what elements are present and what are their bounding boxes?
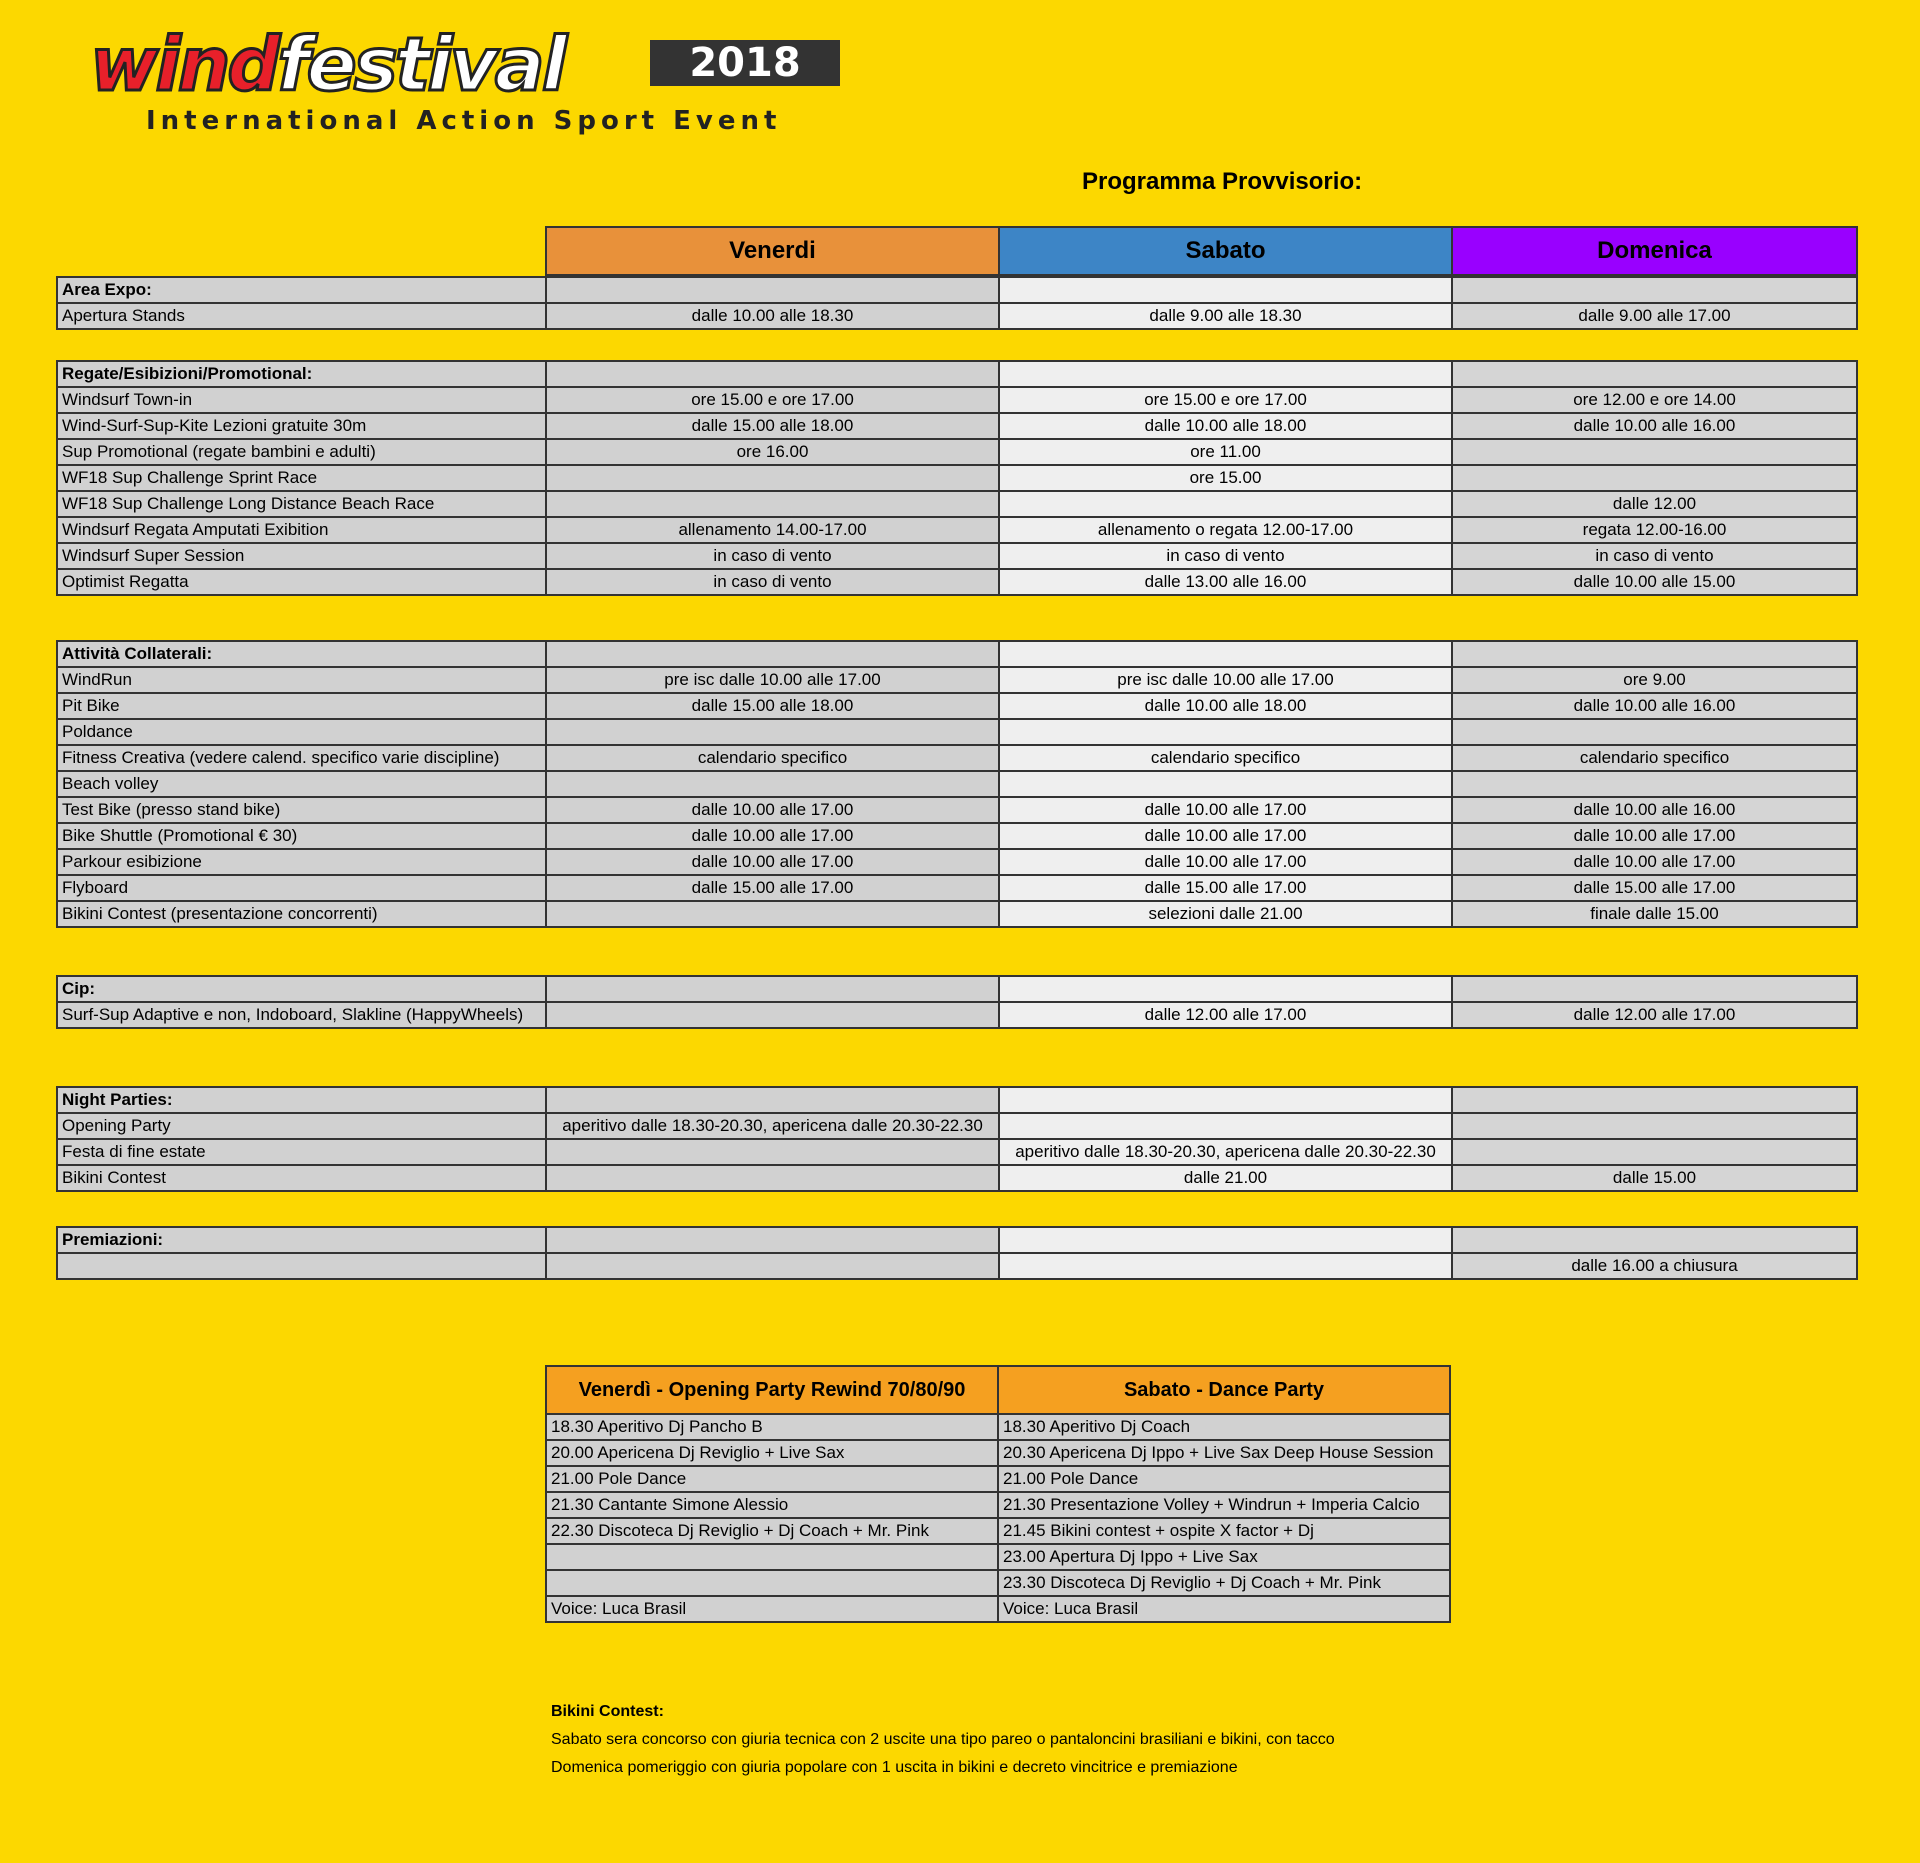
table-row: [57, 1113, 1857, 1139]
section-header-row: [57, 1227, 1857, 1253]
table-row: [57, 823, 1857, 849]
logo-wordmark: [90, 22, 565, 108]
activity-name: Beach volley: [57, 771, 546, 797]
time-cell: [1452, 465, 1857, 491]
time-cell: ore 16.00: [546, 439, 999, 465]
party-item: 21.30 Presentazione Volley + Windrun + Imperia Calcio: [998, 1492, 1450, 1518]
activity-name: Windsurf Regata Amputati Exibition: [57, 517, 546, 543]
section-title: Night Parties:: [57, 1087, 546, 1113]
section-header-row: [57, 361, 1857, 387]
time-cell: ore 15.00: [999, 465, 1452, 491]
section-title: Area Expo:: [57, 277, 546, 303]
activity-name: Windsurf Super Session: [57, 543, 546, 569]
table-row: [57, 413, 1857, 439]
party-row: [546, 1544, 1450, 1570]
party-item: [546, 1570, 998, 1596]
section-header-row: [57, 277, 1857, 303]
time-cell: allenamento o regata 12.00-17.00: [999, 517, 1452, 543]
time-cell: [1452, 771, 1857, 797]
activity-name: Festa di fine estate: [57, 1139, 546, 1165]
section-title: Premiazioni:: [57, 1227, 546, 1253]
time-cell: dalle 10.00 alle 17.00: [1452, 849, 1857, 875]
activity-name: Surf-Sup Adaptive e non, Indoboard, Slakline (HappyWheels): [57, 1002, 546, 1028]
time-cell: dalle 10.00 alle 18.00: [999, 693, 1452, 719]
empty-cell: [1452, 277, 1857, 303]
activity-name: Opening Party: [57, 1113, 546, 1139]
activity-name: Pit Bike: [57, 693, 546, 719]
logo-festival: festival: [277, 22, 565, 108]
party-item: [546, 1544, 998, 1570]
day-header-row: [545, 226, 1858, 276]
party-item: 21.45 Bikini contest + ospite X factor + Dj: [998, 1518, 1450, 1544]
empty-cell: [1452, 1227, 1857, 1253]
activity-name: Fitness Creativa (vedere calend. specifico varie discipline): [57, 745, 546, 771]
party-row: [546, 1570, 1450, 1596]
day-header-1: Sabato: [999, 227, 1452, 275]
time-cell: finale dalle 15.00: [1452, 901, 1857, 927]
schedule-section: [56, 1086, 1858, 1192]
time-cell: dalle 12.00 alle 17.00: [999, 1002, 1452, 1028]
party-table: [545, 1365, 1451, 1623]
table-row: [57, 1165, 1857, 1191]
party-row: [546, 1518, 1450, 1544]
time-cell: dalle 13.00 alle 16.00: [999, 569, 1452, 595]
party-row: [546, 1466, 1450, 1492]
time-cell: dalle 10.00 alle 17.00: [999, 849, 1452, 875]
time-cell: dalle 15.00 alle 17.00: [999, 875, 1452, 901]
section-header-row: [57, 976, 1857, 1002]
time-cell: [546, 771, 999, 797]
activity-name: Wind-Surf-Sup-Kite Lezioni gratuite 30m: [57, 413, 546, 439]
time-cell: dalle 16.00 a chiusura: [1452, 1253, 1857, 1279]
table-row: [57, 465, 1857, 491]
empty-cell: [546, 976, 999, 1002]
empty-cell: [1452, 361, 1857, 387]
table-row: [57, 543, 1857, 569]
time-cell: calendario specifico: [546, 745, 999, 771]
time-cell: [999, 491, 1452, 517]
activity-name: Sup Promotional (regate bambini e adulti): [57, 439, 546, 465]
time-cell: [999, 1113, 1452, 1139]
bikini-notes-line: Domenica pomeriggio con giuria popolare con 1 uscita in bikini e decreto vincitrice e premiazione: [551, 1759, 1238, 1776]
party-item: 21.00 Pole Dance: [546, 1466, 998, 1492]
time-cell: dalle 10.00 alle 18.30: [546, 303, 999, 329]
time-cell: ore 15.00 e ore 17.00: [999, 387, 1452, 413]
party-header: Venerdì - Opening Party Rewind 70/80/90: [546, 1366, 998, 1414]
time-cell: dalle 9.00 alle 17.00: [1452, 303, 1857, 329]
table-row: [57, 1139, 1857, 1165]
time-cell: dalle 10.00 alle 17.00: [999, 797, 1452, 823]
time-cell: regata 12.00-16.00: [1452, 517, 1857, 543]
section-title: Cip:: [57, 976, 546, 1002]
table-row: [57, 439, 1857, 465]
empty-cell: [999, 1087, 1452, 1113]
table-row: [57, 875, 1857, 901]
time-cell: pre isc dalle 10.00 alle 17.00: [999, 667, 1452, 693]
time-cell: [546, 1139, 999, 1165]
logo-year: 2018: [650, 40, 840, 86]
empty-cell: [1452, 641, 1857, 667]
time-cell: dalle 9.00 alle 18.30: [999, 303, 1452, 329]
table-row: [57, 667, 1857, 693]
table-row: [57, 771, 1857, 797]
empty-cell: [1452, 1087, 1857, 1113]
time-cell: ore 15.00 e ore 17.00: [546, 387, 999, 413]
time-cell: [1452, 1139, 1857, 1165]
time-cell: [1452, 439, 1857, 465]
empty-cell: [999, 976, 1452, 1002]
time-cell: aperitivo dalle 18.30-20.30, apericena dalle 20.30-22.30: [546, 1113, 999, 1139]
section-header-row: [57, 1087, 1857, 1113]
activity-name: Flyboard: [57, 875, 546, 901]
time-cell: dalle 10.00 alle 17.00: [999, 823, 1452, 849]
time-cell: dalle 21.00: [999, 1165, 1452, 1191]
time-cell: dalle 15.00 alle 18.00: [546, 413, 999, 439]
schedule-section: [56, 975, 1858, 1029]
time-cell: dalle 10.00 alle 17.00: [546, 797, 999, 823]
time-cell: calendario specifico: [999, 745, 1452, 771]
day-header-2: Domenica: [1452, 227, 1857, 275]
activity-name: WF18 Sup Challenge Sprint Race: [57, 465, 546, 491]
time-cell: dalle 15.00 alle 17.00: [1452, 875, 1857, 901]
party-row: [546, 1414, 1450, 1440]
section-header-row: [57, 641, 1857, 667]
time-cell: [546, 901, 999, 927]
empty-cell: [546, 641, 999, 667]
logo-wind: wind: [90, 22, 278, 108]
time-cell: dalle 10.00 alle 15.00: [1452, 569, 1857, 595]
activity-name: Windsurf Town-in: [57, 387, 546, 413]
party-item: 22.30 Discoteca Dj Reviglio + Dj Coach + Mr. Pink: [546, 1518, 998, 1544]
table-row: [57, 387, 1857, 413]
time-cell: [546, 465, 999, 491]
table-row: [57, 901, 1857, 927]
activity-name: [57, 1253, 546, 1279]
activity-name: Apertura Stands: [57, 303, 546, 329]
empty-cell: [546, 1227, 999, 1253]
activity-name: Bikini Contest: [57, 1165, 546, 1191]
time-cell: [1452, 1113, 1857, 1139]
time-cell: calendario specifico: [1452, 745, 1857, 771]
party-header-row: [546, 1366, 1450, 1414]
table-row: [57, 303, 1857, 329]
time-cell: [546, 1002, 999, 1028]
activity-name: WindRun: [57, 667, 546, 693]
time-cell: dalle 10.00 alle 16.00: [1452, 797, 1857, 823]
party-item: Voice: Luca Brasil: [546, 1596, 998, 1622]
time-cell: ore 9.00: [1452, 667, 1857, 693]
day-header-0: Venerdi: [546, 227, 999, 275]
empty-cell: [999, 641, 1452, 667]
time-cell: ore 11.00: [999, 439, 1452, 465]
table-row: [57, 517, 1857, 543]
windfestival-logo: [90, 22, 801, 138]
party-item: 21.00 Pole Dance: [998, 1466, 1450, 1492]
schedule-section: [56, 360, 1858, 596]
party-item: 20.00 Apericena Dj Reviglio + Live Sax: [546, 1440, 998, 1466]
party-item: 18.30 Aperitivo Dj Coach: [998, 1414, 1450, 1440]
schedule-section: [56, 640, 1858, 928]
bikini-notes-line: Sabato sera concorso con giuria tecnica con 2 uscite una tipo pareo o pantaloncini brasiliani e bikini, con tacco: [551, 1731, 1335, 1748]
party-item: Voice: Luca Brasil: [998, 1596, 1450, 1622]
time-cell: dalle 10.00 alle 17.00: [1452, 823, 1857, 849]
empty-cell: [999, 361, 1452, 387]
party-header: Sabato - Dance Party: [998, 1366, 1450, 1414]
time-cell: dalle 15.00: [1452, 1165, 1857, 1191]
activity-name: Bike Shuttle (Promotional € 30): [57, 823, 546, 849]
empty-cell: [999, 1227, 1452, 1253]
party-row: [546, 1596, 1450, 1622]
empty-cell: [546, 361, 999, 387]
empty-cell: [1452, 976, 1857, 1002]
time-cell: [1452, 719, 1857, 745]
time-cell: dalle 10.00 alle 17.00: [546, 823, 999, 849]
section-title: Attività Collaterali:: [57, 641, 546, 667]
time-cell: [546, 1253, 999, 1279]
time-cell: dalle 10.00 alle 17.00: [546, 849, 999, 875]
time-cell: dalle 12.00: [1452, 491, 1857, 517]
activity-name: Poldance: [57, 719, 546, 745]
bikini-notes-title: Bikini Contest:: [551, 1703, 664, 1720]
time-cell: [546, 1165, 999, 1191]
activity-name: Parkour esibizione: [57, 849, 546, 875]
bikini-contest-notes: [551, 1698, 1335, 1782]
activity-name: WF18 Sup Challenge Long Distance Beach Race: [57, 491, 546, 517]
empty-cell: [546, 277, 999, 303]
activity-name: Bikini Contest (presentazione concorrenti): [57, 901, 546, 927]
schedule-section: [56, 276, 1858, 330]
time-cell: [546, 491, 999, 517]
time-cell: in caso di vento: [999, 543, 1452, 569]
time-cell: selezioni dalle 21.00: [999, 901, 1452, 927]
time-cell: in caso di vento: [1452, 543, 1857, 569]
table-row: [57, 1002, 1857, 1028]
time-cell: [999, 771, 1452, 797]
table-row: [57, 745, 1857, 771]
time-cell: [999, 719, 1452, 745]
program-title: Programma Provvisorio:: [1082, 168, 1363, 195]
party-row: [546, 1492, 1450, 1518]
time-cell: dalle 10.00 alle 16.00: [1452, 413, 1857, 439]
time-cell: dalle 10.00 alle 18.00: [999, 413, 1452, 439]
time-cell: dalle 10.00 alle 16.00: [1452, 693, 1857, 719]
time-cell: dalle 15.00 alle 17.00: [546, 875, 999, 901]
empty-cell: [999, 277, 1452, 303]
party-item: 23.00 Apertura Dj Ippo + Live Sax: [998, 1544, 1450, 1570]
time-cell: in caso di vento: [546, 543, 999, 569]
empty-cell: [546, 1087, 999, 1113]
activity-name: Optimist Regatta: [57, 569, 546, 595]
time-cell: ore 12.00 e ore 14.00: [1452, 387, 1857, 413]
party-item: 21.30 Cantante Simone Alessio: [546, 1492, 998, 1518]
section-title: Regate/Esibizioni/Promotional:: [57, 361, 546, 387]
time-cell: [999, 1253, 1452, 1279]
time-cell: allenamento 14.00-17.00: [546, 517, 999, 543]
table-row: [57, 1253, 1857, 1279]
time-cell: in caso di vento: [546, 569, 999, 595]
activity-name: Test Bike (presso stand bike): [57, 797, 546, 823]
table-row: [57, 491, 1857, 517]
party-item: 23.30 Discoteca Dj Reviglio + Dj Coach + Mr. Pink: [998, 1570, 1450, 1596]
table-row: [57, 719, 1857, 745]
party-row: [546, 1440, 1450, 1466]
time-cell: dalle 12.00 alle 17.00: [1452, 1002, 1857, 1028]
schedule-section: [56, 1226, 1858, 1280]
time-cell: [546, 719, 999, 745]
party-item: 18.30 Aperitivo Dj Pancho B: [546, 1414, 998, 1440]
table-row: [57, 849, 1857, 875]
time-cell: dalle 15.00 alle 18.00: [546, 693, 999, 719]
party-item: 20.30 Apericena Dj Ippo + Live Sax Deep House Session: [998, 1440, 1450, 1466]
logo-tagline: International Action Sport Event: [146, 106, 782, 136]
time-cell: pre isc dalle 10.00 alle 17.00: [546, 667, 999, 693]
table-row: [57, 693, 1857, 719]
time-cell: aperitivo dalle 18.30-20.30, apericena dalle 20.30-22.30: [999, 1139, 1452, 1165]
table-row: [57, 797, 1857, 823]
table-row: [57, 569, 1857, 595]
